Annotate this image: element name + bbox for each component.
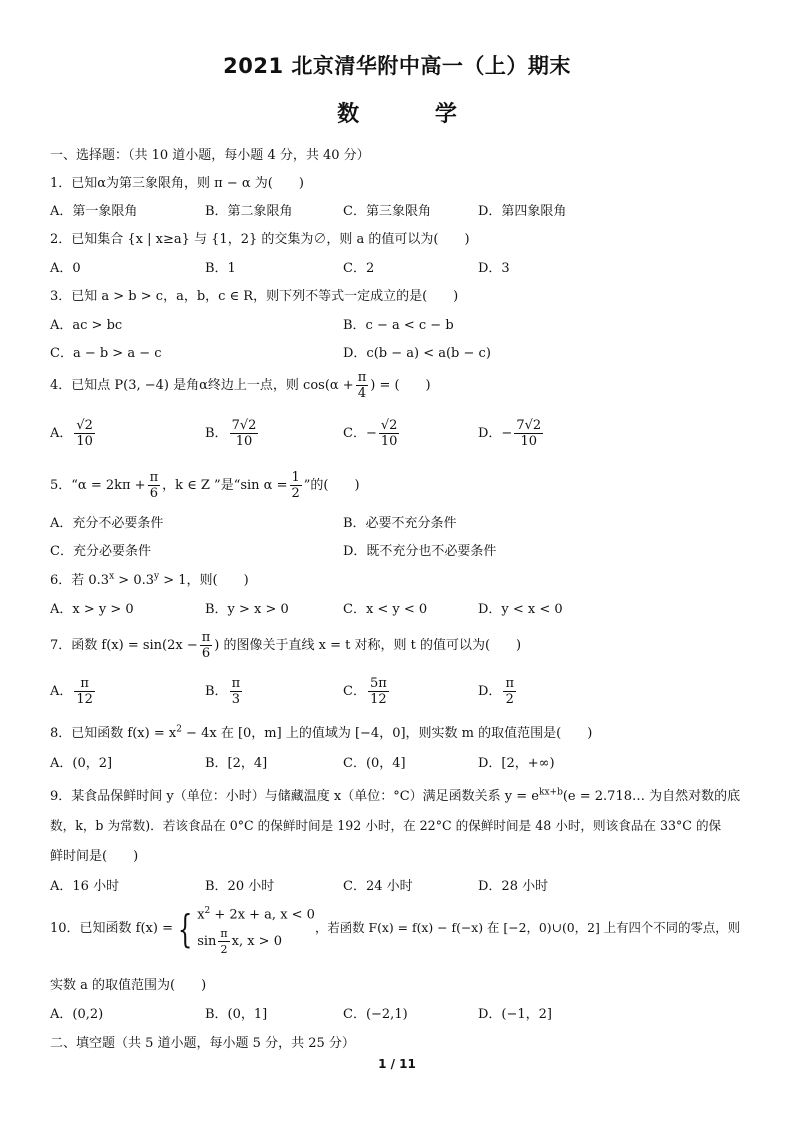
q7-option-b: B． $\frac{\pi}{3}$ bbox=[205, 676, 241, 707]
q6-option-b: B．y > x > 0 bbox=[205, 602, 289, 617]
q6-option-a: A．x > y > 0 bbox=[50, 602, 134, 617]
q5-option-c: C．充分必要条件 bbox=[50, 544, 151, 559]
q8-option-a: A．(0，2] bbox=[50, 756, 113, 771]
q3-stem: 3．已知 a > b > c，a，b，c ∈ R，则下列不等式一定成立的是( ) bbox=[50, 289, 459, 304]
q7-option-d: D． $\frac{\pi}{2}$ bbox=[478, 676, 514, 707]
q2-option-a: A．0 bbox=[50, 261, 81, 276]
q1-stem: 1．已知α为第三象限角，则 π − α 为( ) bbox=[50, 176, 304, 191]
q10-piecewise: $x^2 + 2x + a$, x < 0 sin $\frac{\pi}{2}$ x, x > 0 bbox=[197, 906, 315, 957]
q1-option-a: A．第一象限角 bbox=[50, 204, 138, 219]
q1-option-c: C．第三象限角 bbox=[343, 204, 431, 219]
q1-option-d: D．第四象限角 bbox=[478, 204, 567, 219]
q10-option-b: B．(0，1] bbox=[205, 1007, 268, 1022]
q8-option-b: B．[2，4] bbox=[205, 756, 268, 771]
q10-line2: 实数 a 的取值范围为( ) bbox=[50, 978, 207, 993]
q10-option-a: A．(0,2) bbox=[50, 1007, 104, 1022]
q3-option-c: C．a − b > a − c bbox=[50, 346, 162, 361]
q2-stem: 2．已知集合 {x | x≥a} 与 {1，2} 的交集为∅，则 a 的值可以为( ) bbox=[50, 232, 470, 247]
section2-heading: 二、填空题（共 5 道小题，每小题 5 分，共 25 分） bbox=[50, 1036, 355, 1051]
q10-option-d: D．(−1，2] bbox=[478, 1007, 553, 1022]
q2-option-b: B．1 bbox=[205, 261, 236, 276]
q8-option-c: C．(0，4] bbox=[343, 756, 406, 771]
q1-option-b: B．第二象限角 bbox=[205, 204, 293, 219]
q8-option-d: D．[2，+∞) bbox=[478, 756, 555, 771]
q4-option-a: A． $\frac{√2}{10}$ bbox=[50, 418, 93, 449]
q7-option-a: A． $\frac{\pi}{12}$ bbox=[50, 676, 93, 707]
q3-option-d: D．c(b − a) < a(b − c) bbox=[343, 346, 491, 361]
q2-option-c: C．2 bbox=[343, 261, 375, 276]
q4-option-d: D．− $\frac{7√2}{10}$ bbox=[478, 418, 542, 449]
q7-option-c: C． $\frac{5\pi}{12}$ bbox=[343, 676, 387, 707]
q4-stem: 4．已知点 P(3, −4) 是角α终边上一点，则 cos(α + $\frac{\pi}{4}$ ) = ( ) bbox=[50, 370, 431, 401]
q4-option-b: B． $\frac{7√2}{10}$ bbox=[205, 418, 257, 449]
q5-option-b: B．必要不充分条件 bbox=[343, 516, 457, 531]
left-brace-icon: { bbox=[177, 906, 193, 951]
q9-option-c: C．24 小时 bbox=[343, 879, 413, 894]
q7-stem: 7．函数 f(x) = sin(2x − $\frac{\pi}{6}$ ) 的图像关于直线 x = t 对称，则 t 的值可以为( ) bbox=[50, 630, 522, 661]
q6-stem: 6．若 $0.3^x > 0.3^y > 1$，则( ) bbox=[50, 571, 249, 588]
q5-option-a: A．充分不必要条件 bbox=[50, 516, 164, 531]
section1-heading: 一、选择题：（共 10 道小题，每小题 4 分，共 40 分） bbox=[50, 148, 370, 163]
q9-line1: 9．某食品保鲜时间 y（单位：小时）与储藏温度 x（单位：°C）满足函数关系 $y = e^{kx+b}(e$ = 2.718… 为自然对数的底 bbox=[50, 787, 741, 804]
page-number: 1 / 11 bbox=[378, 1057, 416, 1071]
q9-option-b: B．20 小时 bbox=[205, 879, 275, 894]
q2-option-d: D．3 bbox=[478, 261, 510, 276]
q8-stem: 8．已知函数 $f(x) = x^2 - 4x$ 在 [0，m] 上的值域为 [−4，0]，则实数 m 的取值范围是( ) bbox=[50, 724, 593, 741]
q6-option-d: D．y < x < 0 bbox=[478, 602, 563, 617]
q5-stem: 5．“α = 2kπ + $\frac{\pi}{6}$ ，k ∈ Z ”是“sin α = $\frac{1}{2}$ ”的( ) bbox=[50, 470, 360, 501]
exam-title: 2021 北京清华附中高一（上）期末 bbox=[223, 54, 571, 78]
q9-option-a: A．16 小时 bbox=[50, 879, 120, 894]
q9-option-d: D．28 小时 bbox=[478, 879, 549, 894]
q9-line2: 数，k，b 为常数)．若该食品在 0°C 的保鲜时间是 192 小时，在 22°C 的保鲜时间是 48 小时，则该食品在 33°C 的保 bbox=[50, 818, 722, 833]
q6-option-c: C．x < y < 0 bbox=[343, 602, 428, 617]
exam-subject: 数 学 bbox=[337, 102, 491, 127]
q10-option-c: C．(−2,1) bbox=[343, 1007, 408, 1022]
q5-option-d: D．既不充分也不必要条件 bbox=[343, 544, 497, 559]
q3-option-b: B．c − a < c − b bbox=[343, 318, 454, 333]
q3-option-a: A．ac > bc bbox=[50, 318, 123, 333]
q10-stem: 10．已知函数 f(x) = { $x^2 + 2x + a$, x < 0 sin $\frac{\pi}{2}$ x, x > 0 ，若函数 F(x) = f(x) − f(−x) 在 [−2，0)∪(0，2] 上有四个不同的零点，则 bbox=[50, 900, 740, 957]
q4-option-c: C．− $\frac{√2}{10}$ bbox=[343, 418, 398, 449]
q4-fraction: $\frac{\pi}{4}$ bbox=[357, 370, 367, 401]
q9-line3: 鲜时间是( ) bbox=[50, 849, 139, 864]
